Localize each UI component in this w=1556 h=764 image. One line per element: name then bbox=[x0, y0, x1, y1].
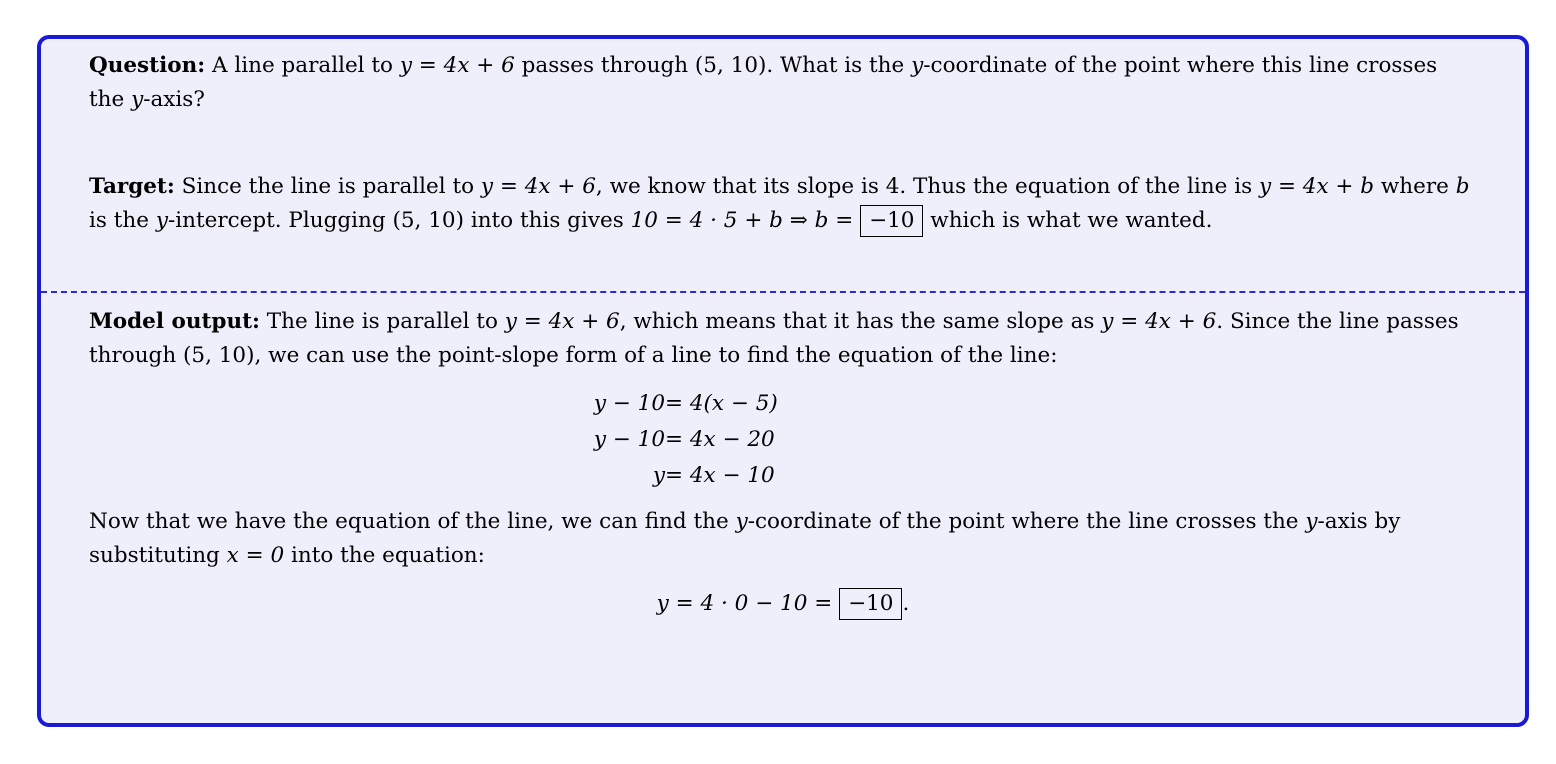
target-text-1: Since the line is parallel to bbox=[181, 174, 475, 199]
equation-block bbox=[89, 387, 1477, 493]
target-text-7: which is what we wanted. bbox=[930, 208, 1213, 233]
model-text-1: The line is parallel to bbox=[266, 309, 498, 334]
target-math-4: y bbox=[155, 208, 168, 233]
question-math-2: (5, 10) bbox=[694, 53, 767, 78]
model-math-3: (5, 10) bbox=[183, 343, 255, 368]
question-label: Question: bbox=[89, 53, 206, 78]
question-paragraph bbox=[89, 49, 1477, 117]
target-text-3: where bbox=[1380, 174, 1449, 199]
equation-row bbox=[89, 459, 1477, 493]
target-section bbox=[89, 170, 1477, 238]
target-math-5: (5, 10) bbox=[392, 208, 464, 233]
model-math-6: y bbox=[1305, 509, 1318, 534]
model-math-2: y = 4x + 6 bbox=[1101, 309, 1217, 334]
model-math-7: x = 0 bbox=[226, 543, 285, 568]
equation-lhs: y − 10 bbox=[593, 391, 665, 416]
model-paragraph-2 bbox=[89, 505, 1477, 573]
question-text-4: -coordinate of the point where this line crosses the bbox=[89, 53, 1438, 112]
target-paragraph bbox=[89, 170, 1477, 238]
target-text-4: is the bbox=[89, 208, 149, 233]
target-text-6: into this gives bbox=[470, 208, 624, 233]
question-text-5: -axis? bbox=[143, 87, 205, 112]
question-math-1: y = 4x + 6 bbox=[399, 53, 515, 78]
model-output-label: Model output: bbox=[89, 309, 260, 334]
final-period: . bbox=[902, 591, 910, 616]
question-text-2: passes through bbox=[521, 53, 689, 78]
qa-card bbox=[37, 35, 1529, 727]
question-math-4: y bbox=[131, 87, 144, 112]
model-math-1: y = 4x + 6 bbox=[504, 309, 620, 334]
equation-rhs: = 4x − 20 bbox=[665, 427, 775, 452]
question-math-3: y bbox=[911, 53, 924, 78]
target-answer-box: −10 bbox=[860, 205, 923, 237]
target-text-5: -intercept. Plugging bbox=[167, 208, 386, 233]
final-expression: y = 4 · 0 − 10 = bbox=[656, 591, 833, 616]
model-output-section bbox=[89, 305, 1477, 621]
model-text-7: -axis by substituting bbox=[89, 509, 1401, 568]
model-text-3: . Since the line passes through bbox=[89, 309, 1459, 368]
target-math-2: y = 4x + b bbox=[1258, 174, 1375, 199]
equation-lhs: y bbox=[652, 463, 665, 488]
question-text-3: . What is the bbox=[766, 53, 905, 78]
model-text-5: Now that we have the equation of the line, we can find the bbox=[89, 509, 729, 534]
section-divider bbox=[41, 291, 1525, 293]
target-label: Target: bbox=[89, 174, 175, 199]
model-text-2: , which means that it has the same slope as bbox=[619, 309, 1095, 334]
equation-row bbox=[89, 423, 1477, 457]
model-math-5: y bbox=[735, 509, 748, 534]
final-equation bbox=[89, 587, 1477, 621]
equation-row bbox=[89, 387, 1477, 421]
model-text-6: -coordinate of the point where the line crosses the bbox=[747, 509, 1299, 534]
target-text-2: , we know that its slope is 4. Thus the equation of the line is bbox=[595, 174, 1253, 199]
target-math-1: y = 4x + 6 bbox=[480, 174, 596, 199]
question-section bbox=[89, 49, 1477, 117]
model-paragraph-1 bbox=[89, 305, 1477, 373]
equation-lhs: y − 10 bbox=[593, 427, 665, 452]
model-text-8: into the equation: bbox=[291, 543, 485, 568]
model-text-4: , we can use the point-slope form of a line to find the equation of the line: bbox=[254, 343, 1058, 368]
target-math-6: 10 = 4 · 5 + b ⇒ b = bbox=[630, 208, 854, 233]
final-answer-box: −10 bbox=[839, 588, 902, 620]
question-text-1: A line parallel to bbox=[212, 53, 393, 78]
target-math-3: b bbox=[1455, 174, 1470, 199]
equation-rhs: = 4x − 10 bbox=[665, 463, 775, 488]
equation-rhs: = 4(x − 5) bbox=[665, 391, 778, 416]
